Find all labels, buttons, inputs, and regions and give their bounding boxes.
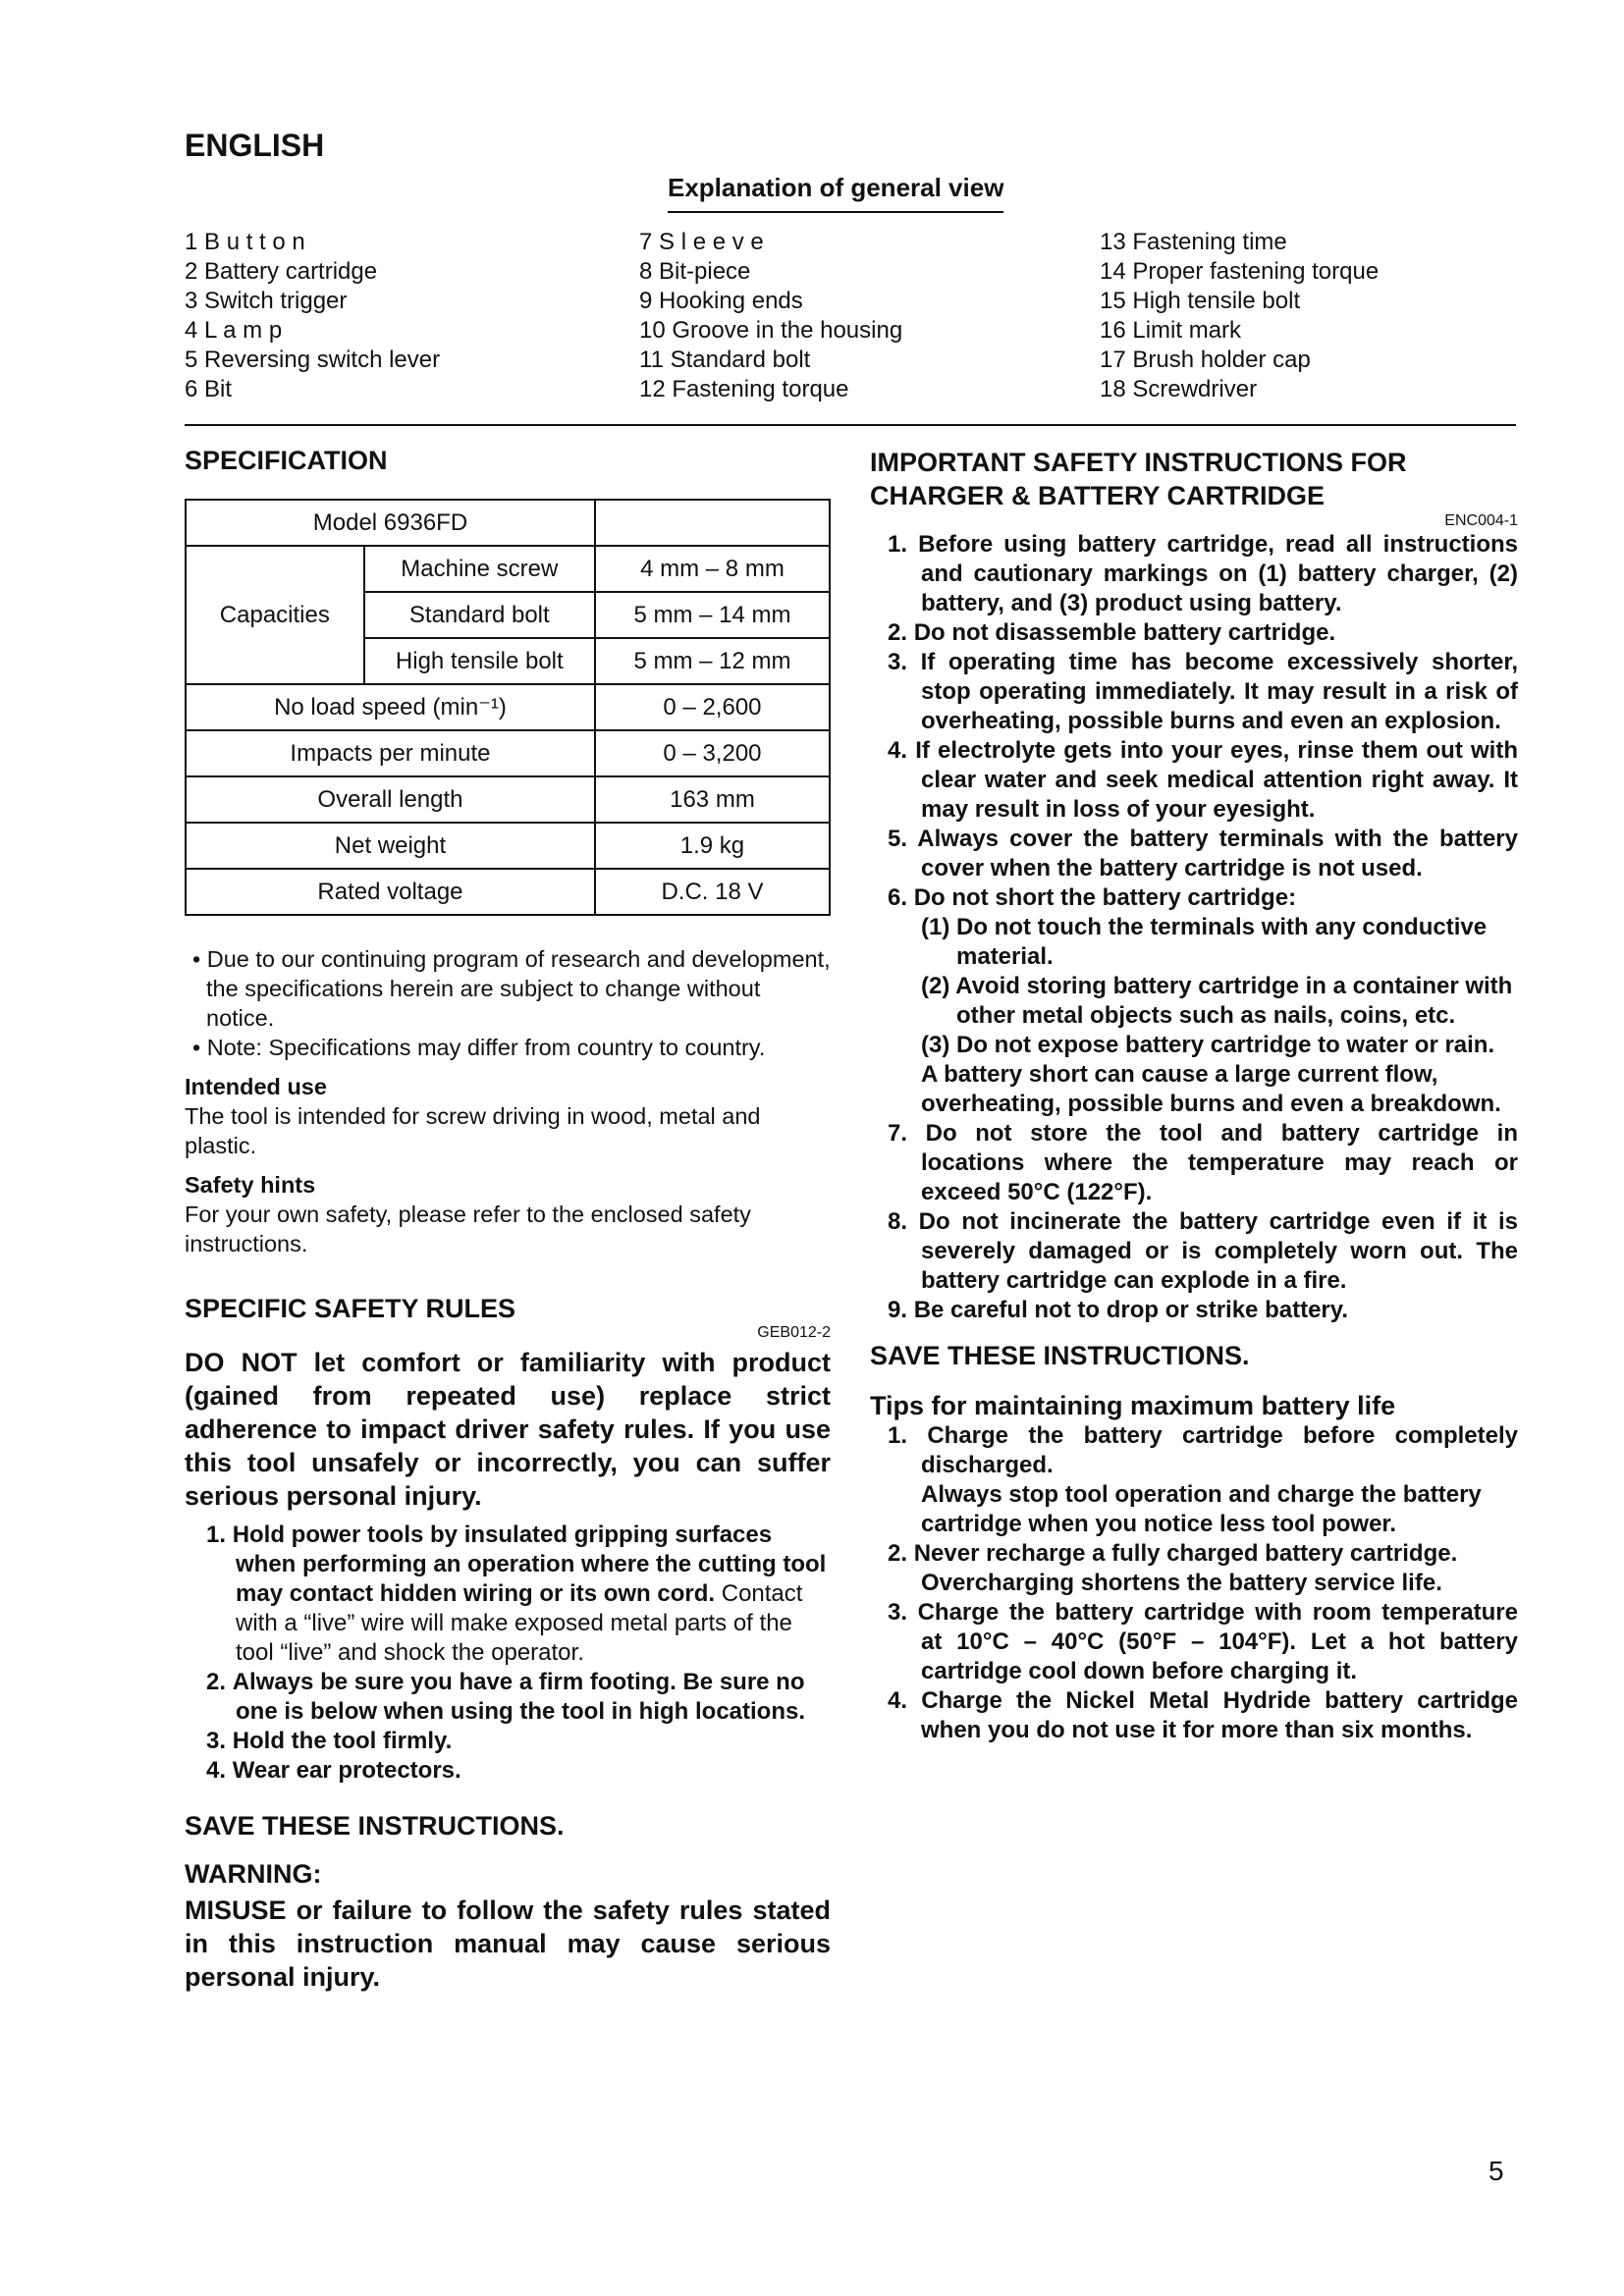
specific-rules-code: GEB012-2 [757,1324,831,1341]
capacity-value: 4 mm – 8 mm [595,546,830,592]
item-number: (2) [921,973,950,999]
part-item: 10 Groove in the housing [639,317,903,344]
item-text: Do not expose battery cartridge to water or rain. [956,1032,1495,1058]
list-item [870,1686,1518,1745]
tips-heading: Tips for maintaining maximum battery life [870,1391,1396,1420]
item-number: 4. [206,1757,227,1784]
sub-list-item [870,1031,1518,1060]
charger-safety-heading: IMPORTANT SAFETY INSTRUCTIONS FOR CHARGER & BATTERY CARTRIDGE [870,448,1407,510]
item-text: Do not touch the terminals with any conductive material. [956,914,1488,970]
item-text: Never recharge a fully charged battery cartridge. [913,1540,1458,1567]
tips-list [870,1421,1518,1745]
list-item [185,1727,831,1756]
item-number: 5. [888,826,908,852]
item-number: 1. [888,531,908,558]
item-number: 3. [888,649,908,675]
part-item: 15 High tensile bolt [1100,288,1301,314]
specific-rules-intro: DO NOT let comfort or familiarity with product (gained from repeated use) replace strict adherence to impact driver safety rules. If you use this tool unsafely or incorrectly, you can suffer serious personal injury. [185,1348,831,1511]
item-number: 1. [206,1522,227,1548]
spec-value: 1.9 kg [595,823,830,869]
parts-column-3 [1100,228,1379,404]
table-row [186,776,830,823]
list-item [870,736,1518,825]
list-item [185,1521,831,1668]
capacity-value: 5 mm – 14 mm [595,592,830,638]
language-heading: ENGLISH [185,128,325,163]
item-continuation: Always stop tool operation and charge the battery cartridge when you notice less tool power. [921,1481,1482,1537]
item-number: 2. [206,1669,227,1695]
part-item: 8 Bit-piece [639,258,751,285]
item-text: Before using battery cartridge, read all instructions and cautionary markings on (1) battery charger, (2) battery, and (3) product using battery. [918,531,1518,616]
safety-hints-heading: Safety hints [185,1172,316,1198]
item-number: 9. [888,1297,908,1323]
item-note: Contact with a “live” wire will make exposed metal parts of the tool “live” and shock the operator. [236,1580,803,1666]
part-item: 12 Fastening torque [639,376,849,402]
item-text: Charge the Nickel Metal Hydride battery cartridge when you do not use it for more than six months. [921,1687,1519,1743]
item-text: Do not incinerate the battery cartridge even if it is severely damaged or is completely worn out. The battery cartridge can explode in a fire. [918,1208,1518,1294]
list-item [870,648,1518,736]
table-row [186,684,830,730]
part-item: 11 Standard bolt [639,347,811,373]
list-item [185,1756,831,1786]
specific-rules-list [185,1521,831,1786]
part-item: 14 Proper fastening torque [1100,258,1380,285]
item-text: Charge the battery cartridge before completely discharged. [921,1422,1519,1478]
divider [185,424,1516,426]
spec-value: D.C. 18 V [595,869,830,915]
item-continuation: Overcharging shortens the battery service life. [921,1570,1442,1596]
parts-column-1 [185,228,440,404]
spec-label: Rated voltage [186,869,595,915]
intended-use-heading: Intended use [185,1074,327,1099]
warning-text: MISUSE or failure to follow the safety rules stated in this instruction manual may cause serious personal injury. [185,1896,831,1992]
model-cell: Model 6936FD [186,500,595,546]
save-instructions-heading: SAVE THESE INSTRUCTIONS. [870,1341,1250,1370]
spec-note: • Due to our continuing program of research and development, the specifications herein are subject to change without notice. [192,946,831,1031]
item-number: 3. [206,1728,227,1754]
page-number: 5 [1489,2156,1504,2186]
list-item [870,1539,1518,1569]
part-item: 16 Limit mark [1100,317,1242,344]
list-item [870,530,1518,618]
list-item [870,1119,1518,1207]
item-text: If operating time has become excessively shorter, stop operating immediately. It may result in a risk of overheating, possible burns and even an explosion. [920,649,1519,734]
capacity-label: Machine screw [364,546,595,592]
table-row [186,823,830,869]
item-text: Charge the battery cartridge with room temperature at 10°C – 40°C (50°F – 104°F). Let a hot battery cartridge cool down before charging it. [917,1599,1518,1684]
capacity-label: Standard bolt [364,592,595,638]
specific-rules-heading: SPECIFIC SAFETY RULES [185,1294,516,1323]
model-value-cell [595,500,830,546]
sub-list-item [870,972,1518,1031]
capacities-label: Capacities [186,546,364,684]
list-item [870,618,1518,648]
part-item: 7 S l e e v e [639,229,764,255]
part-item: 2 Battery cartridge [185,258,378,285]
safety-hints-text: For your own safety, please refer to the enclosed safety instructions. [185,1201,751,1256]
list-item [870,825,1518,883]
spec-label: No load speed (min⁻¹) [186,684,595,730]
part-item: 6 Bit [185,376,233,402]
part-item: 3 Switch trigger [185,288,348,314]
spec-label: Net weight [186,823,595,869]
item-number: 7. [888,1120,908,1147]
part-item: 5 Reversing switch lever [185,347,441,373]
part-item: 18 Screwdriver [1100,376,1258,402]
part-item: 4 L a m p [185,317,283,344]
item-text: Do not store the tool and battery cartridge in locations where the temperature may reach or exceed 50°C (122°F). [921,1120,1518,1205]
item-text: Avoid storing battery cartridge in a container with other metal objects such as nails, coins, etc. [955,973,1513,1029]
item-number: (3) [921,1032,950,1058]
item-text: Wear ear protectors. [232,1757,461,1784]
list-item [870,1598,1518,1686]
list-item [870,1207,1518,1296]
specification-table [185,499,831,916]
item-text: Hold power tools by insulated gripping surfaces when performing an operation where the cutting tool may contact hidden wiring or its own cord. [232,1522,827,1607]
list-item [870,1296,1518,1325]
item-text: If electrolyte gets into your eyes, rinse them out with clear water and seek medical attention right away. It may result in loss of your eyesight. [915,737,1518,823]
item-number: 6. [888,884,908,911]
table-row [186,730,830,776]
item-text: Do not short the battery cartridge: [913,884,1297,911]
item-text: Always be sure you have a firm footing. Be sure no one is below when using the tool in high locations. [232,1669,806,1725]
parts-column-2 [639,228,902,404]
spec-value: 0 – 2,600 [595,684,830,730]
save-instructions-heading: SAVE THESE INSTRUCTIONS. [185,1811,565,1841]
intended-use-text: The tool is intended for screw driving in wood, metal and plastic. [185,1103,761,1158]
spec-label: Impacts per minute [186,730,595,776]
table-row [186,869,830,915]
item-number: 3. [888,1599,908,1626]
item-number: 2. [888,619,908,646]
item-number: 4. [888,1687,908,1714]
list-item [870,883,1518,913]
spec-label: Overall length [186,776,595,823]
sub-note: A battery short can cause a large current flow, overheating, possible burns and even a breakdown. [921,1061,1501,1117]
table-row [186,500,830,546]
charger-safety-code: ENC004-1 [1444,512,1518,529]
capacity-value: 5 mm – 12 mm [595,638,830,684]
specification-heading: SPECIFICATION [185,446,388,475]
specification-notes [185,944,831,1258]
item-text: Hold the tool firmly. [232,1728,453,1754]
capacity-label: High tensile bolt [364,638,595,684]
item-number: 4. [888,737,908,764]
spec-value: 163 mm [595,776,830,823]
part-item: 1 B u t t o n [185,229,305,255]
item-number: 2. [888,1540,908,1567]
spec-value: 0 – 3,200 [595,730,830,776]
part-item: 17 Brush holder cap [1100,347,1311,373]
part-item: 13 Fastening time [1100,229,1287,255]
sub-list-item [870,913,1518,972]
list-item [185,1668,831,1727]
item-number: 1. [888,1422,908,1449]
part-item: 9 Hooking ends [639,288,803,314]
item-number: (1) [921,914,950,940]
item-text: Do not disassemble battery cartridge. [913,619,1336,646]
charger-safety-section [870,446,1518,1745]
specific-safety-rules-section [185,1294,831,1994]
item-text: Always cover the battery terminals with the battery cover when the battery cartridge is not used. [917,826,1518,881]
spec-note: • Note: Specifications may differ from country to country. [192,1035,766,1060]
charger-safety-list [870,530,1518,1325]
explanation-title: Explanation of general view [668,173,1003,213]
warning-heading: WARNING: [185,1859,322,1889]
table-row [186,546,830,592]
list-item [870,1421,1518,1480]
item-number: 8. [888,1208,908,1235]
item-text: Be careful not to drop or strike battery. [913,1297,1348,1323]
